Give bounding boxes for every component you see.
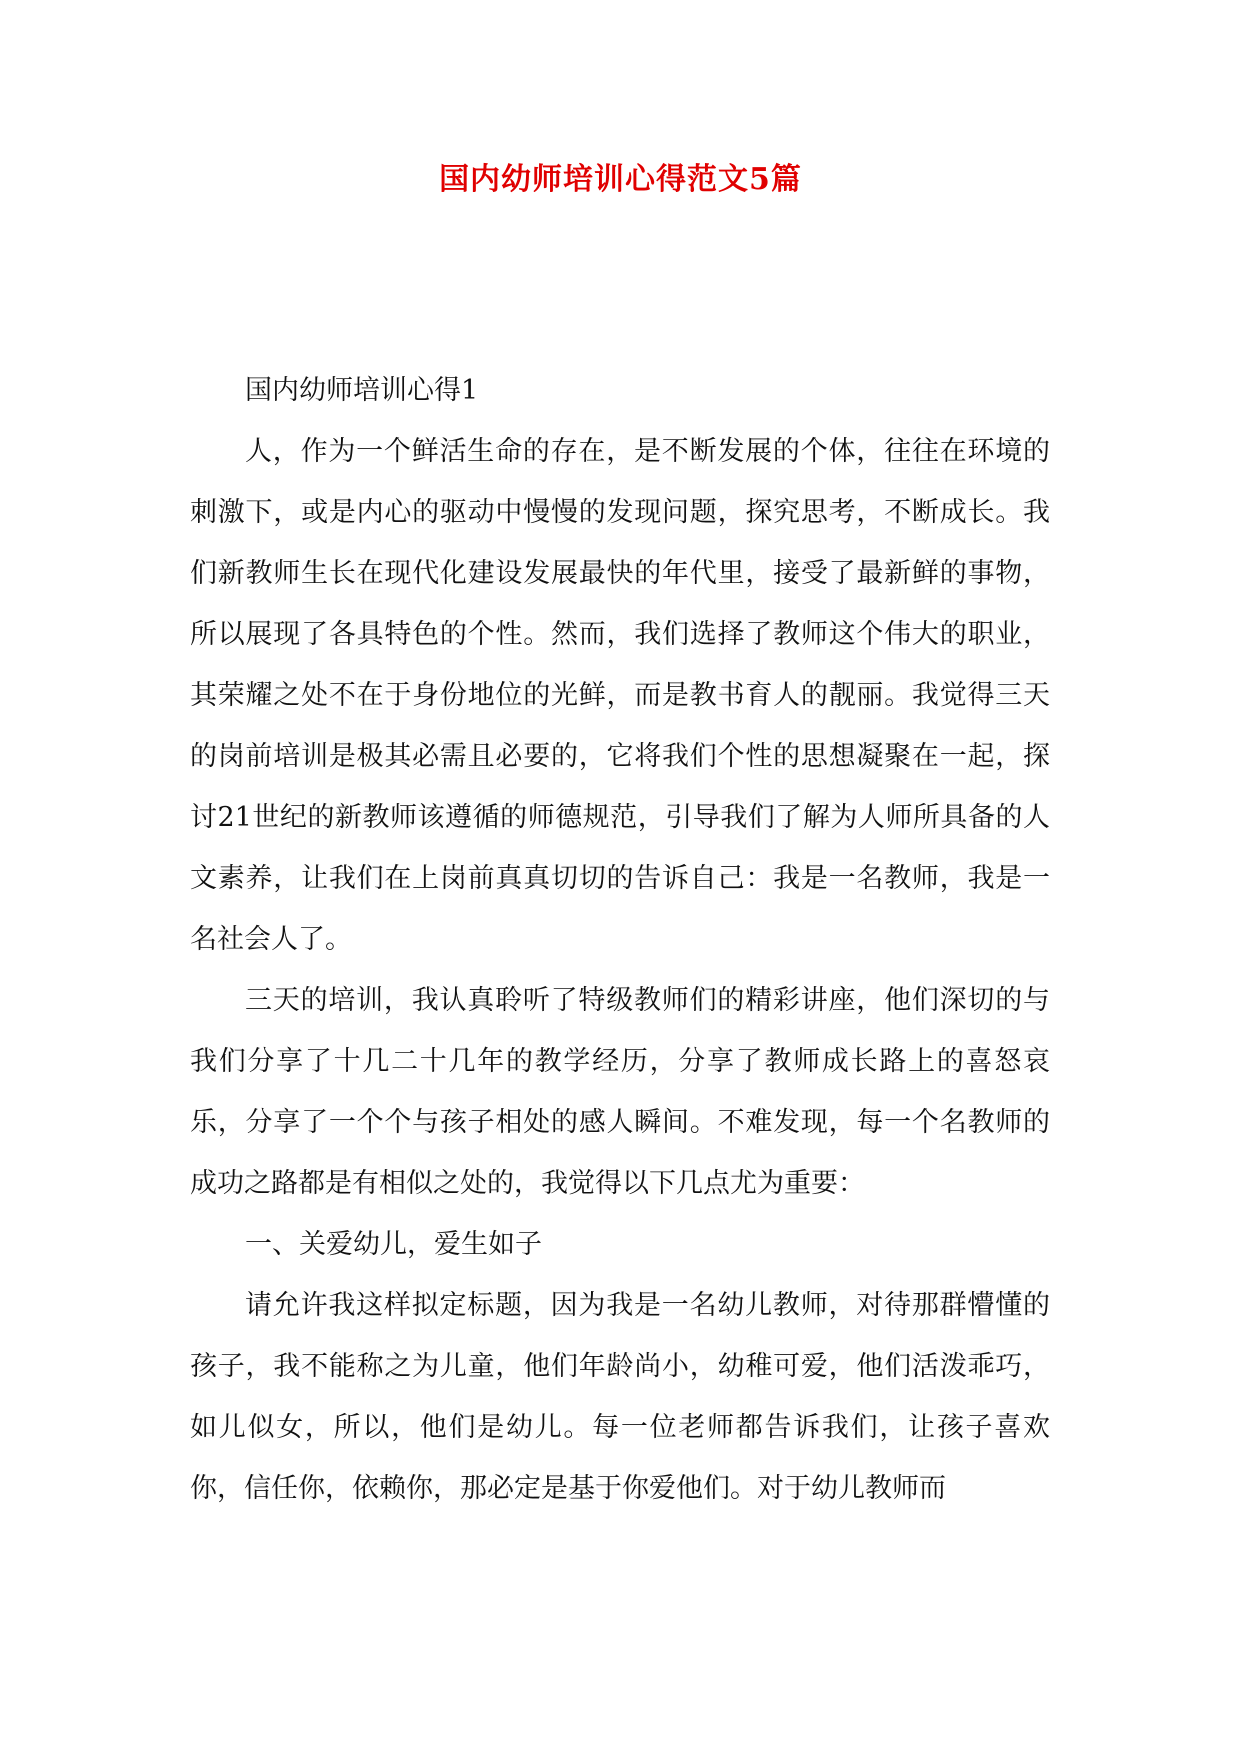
document-body [190, 360, 1050, 1519]
section-heading: 国内幼师培训心得1 [245, 375, 479, 406]
paragraph-3: 请允许我这样拟定标题，因为我是一名幼儿教师，对待那群懵懂的孩子，我不能称之为儿童，他们年龄尚小，幼稚可爱，他们活泼乖巧，如儿似女，所以，他们是幼儿。每一位老师都告诉我们，让孩子喜欢你，信任你，依赖你，那必定是基于你爱他们。对于幼儿教师而 [190, 1290, 1050, 1504]
document-title: 国内幼师培训心得范文5篇 [439, 162, 802, 197]
paragraph-2: 三天的培训，我认真聆听了特级教师们的精彩讲座，他们深切的与我们分享了十几二十几年的教学经历，分享了教师成长路上的喜怒哀乐，分享了一个个与孩子相处的感人瞬间。不难发现，每一个名教师的成功之路都是有相似之处的，我觉得以下几点尤为重要： [190, 985, 1050, 1199]
subheading-1: 一、关爱幼儿，爱生如子 [245, 1229, 542, 1260]
paragraph-1: 人，作为一个鲜活生命的存在，是不断发展的个体，往往在环境的刺激下，或是内心的驱动中慢慢的发现问题，探究思考，不断成长。我们新教师生长在现代化建设发展最快的年代里，接受了最新鲜的事物，所以展现了各具特色的个性。然而，我们选择了教师这个伟大的职业，其荣耀之处不在于身份地位的光鲜，而是教书育人的靓丽。我觉得三天的岗前培训是极其必需且必要的，它将我们个性的思想凝聚在一起，探讨21世纪的新教师该遵循的师德规范，引导我们了解为人师所具备的人文素养，让我们在上岗前真真切切的告诉自己：我是一名教师，我是一名社会人了。 [190, 436, 1050, 955]
